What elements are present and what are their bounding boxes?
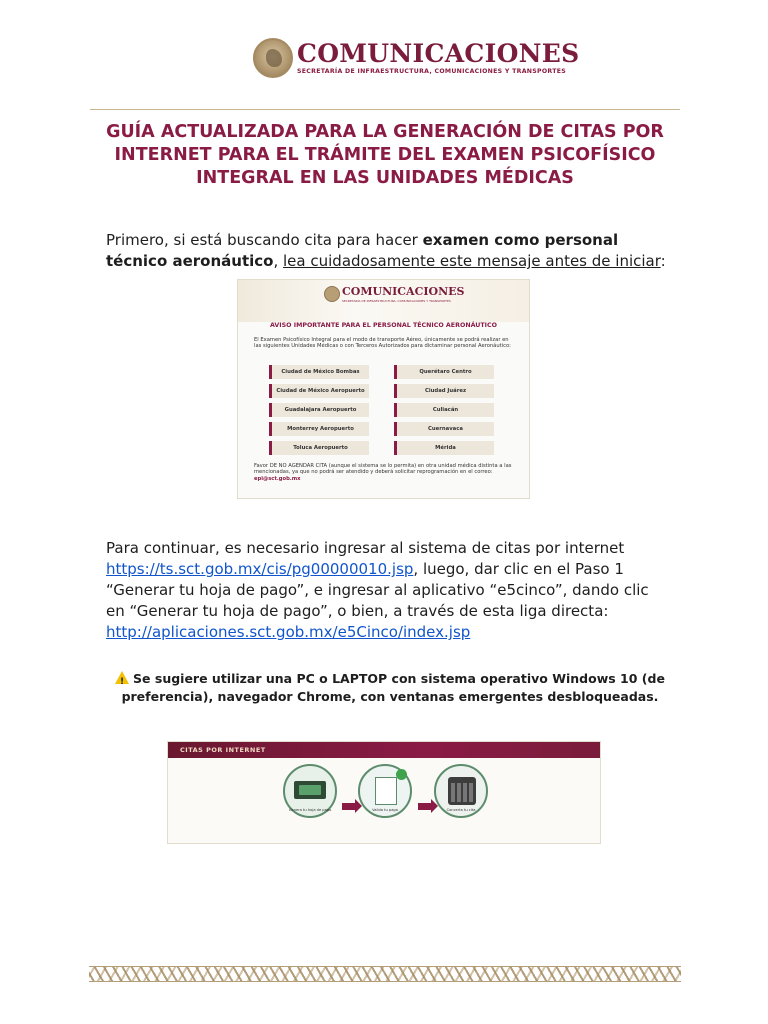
intro-bold: examen como personal técnico aeronáutico [106, 231, 619, 270]
unit-item: Ciudad de México Aeropuerto [269, 384, 369, 398]
continue-text-1: Para continuar, es necesario ingresar al sistema de citas por internet [106, 539, 625, 557]
org-name: COMUNICACIONES [297, 39, 580, 68]
step2-label: Valida tu pago [372, 808, 398, 812]
document-title: GUÍA ACTUALIZADA PARA LA GENERACIÓN DE CITAS POR INTERNET PARA EL TRÁMITE DEL EXAMEN PSICOFÍSICO INTEGRAL EN LAS UNIDADES MÉDICAS [106, 122, 664, 188]
unit-item: Culiacán [394, 403, 494, 417]
header-divider [90, 109, 680, 110]
citas-title: CITAS POR INTERNET [180, 746, 266, 754]
step1-label: Genera tu hoja de pago [288, 808, 332, 812]
decorative-footer-band [89, 966, 681, 982]
org-subtitle: SECRETARÍA DE INFRAESTRUCTURA, COMUNICACIONES Y TRANSPORTES [297, 68, 567, 75]
unit-item: Monterrey Aeropuerto [269, 422, 369, 436]
notice-body: El Examen Psicofísico Integral para el modo de transporte Aéreo, únicamente se podrá realizar en las siguientes Unidades Médicas o con Terceros Autorizados para dictaminar personal Aeronáutico: [254, 337, 511, 350]
notice-email: epi@sct.gob.mx [254, 475, 301, 482]
unit-item: Cuernavaca [394, 422, 494, 436]
unit-item: Guadalajara Aeropuerto [269, 403, 369, 417]
unit-item: Mérida [394, 441, 494, 455]
notice-footer [254, 463, 522, 482]
continue-paragraph [106, 538, 666, 643]
intro-underlined: lea cuidadosamente este mensaje antes de iniciar [283, 252, 661, 270]
intro-comma: , [273, 252, 284, 270]
step3-label: Concerta tu cita [446, 808, 476, 812]
continue-text-2: , luego, dar clic en el Paso 1 “Generar tu hoja de pago”, e ingresar al aplicativo “e5cinco”, dando clic en “Generar tu hoja de pago”, o bien, a través de esta liga directa: [106, 560, 649, 620]
notice-seal-icon [324, 286, 340, 302]
unit-item: Querétaro Centro [394, 365, 494, 379]
citas-por-internet-image [167, 741, 601, 844]
notice-heading: AVISO IMPORTANTE PARA EL PERSONAL TÉCNICO AERONÁUTICO [269, 322, 497, 329]
unit-item: Ciudad de México Bombas [269, 365, 369, 379]
intro-paragraph [106, 230, 666, 272]
step-arrow-icon [418, 803, 432, 810]
unit-item: Toluca Aeropuerto [269, 441, 369, 455]
warning-text: Se sugiere utilizar una PC o LAPTOP con sistema operativo Windows 10 (de preferencia), navegador Chrome, con ventanas emergentes desbloqueadas. [121, 671, 665, 704]
notice-logo: COMUNICACIONES [342, 285, 465, 298]
browser-recommendation-warning [110, 670, 670, 706]
citas-system-link[interactable]: https://ts.sct.gob.mx/cis/pg00000010.jsp [106, 560, 414, 578]
technical-personnel-notice-image [237, 279, 530, 499]
intro-text: Primero, si está buscando cita para hacer [106, 231, 423, 249]
intro-colon: : [660, 252, 666, 270]
step-arrow-icon [342, 803, 356, 810]
e5cinco-direct-link[interactable]: http://aplicaciones.sct.gob.mx/e5Cinco/index.jsp [106, 623, 471, 641]
warning-icon [115, 671, 129, 684]
notice-footer-text: Favor DE NO AGENDAR CITA (aunque el sistema se lo permita) en otra unidad médica distinta a las mencionadas, ya que no podrá ser atendido y deberá solicitar reprogramación en el correo: [254, 463, 512, 476]
unit-item: Ciudad Juárez [394, 384, 494, 398]
notice-logo-sub: SECRETARÍA DE INFRAESTRUCTURA, COMUNICACIONES Y TRANSPORTES [342, 299, 451, 303]
government-seal-logo [253, 38, 293, 78]
